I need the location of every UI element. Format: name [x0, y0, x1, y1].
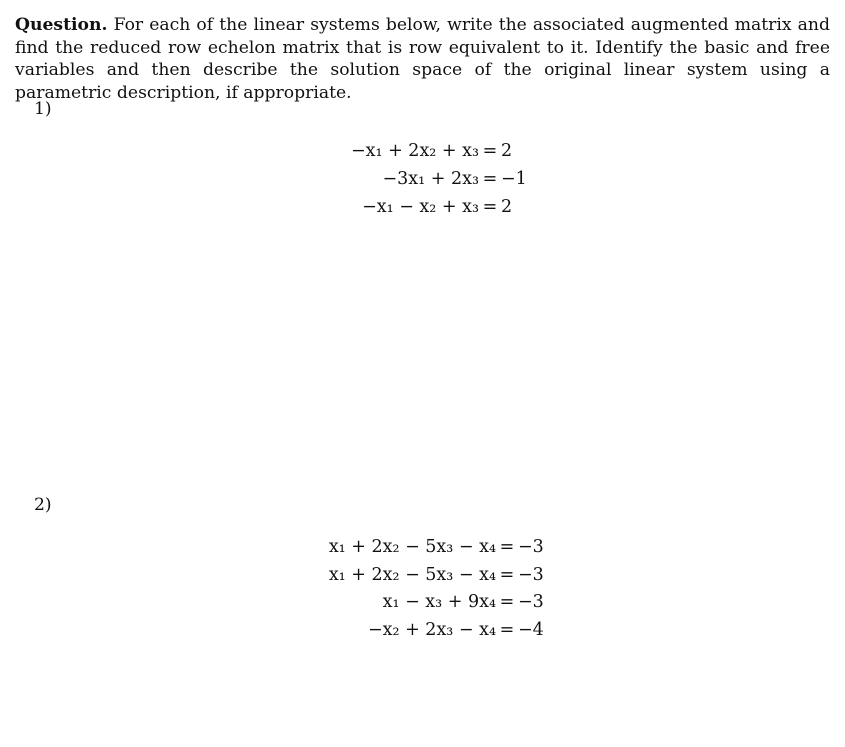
equation-rhs: 2	[501, 197, 513, 217]
equation-lhs: −x₁ − x₂ + x₃	[362, 197, 479, 217]
equation-rhs: −3	[518, 537, 544, 557]
equation-rhs: −1	[501, 169, 527, 189]
equation-lhs: −3x₁ + 2x₃	[382, 169, 479, 189]
problem-number-1: 1)	[34, 99, 52, 119]
equals-sign: =	[482, 197, 498, 217]
equals-sign: =	[499, 537, 515, 557]
equation-lhs: −x₁ + 2x₂ + x₃	[350, 141, 479, 161]
equation-rhs: 2	[501, 141, 513, 161]
equals-sign: =	[482, 141, 498, 161]
equals-sign: =	[482, 169, 498, 189]
equals-sign: =	[499, 592, 515, 612]
question-text: For each of the linear systems below, write the associated augmented matrix and find the reduced row echelon matrix that is row equivalent to it. Identify the basic and free variables and then describe the solution space of the original linear system using a parametric description, if appropriate.	[15, 15, 830, 103]
problem-number-2: 2)	[34, 495, 52, 515]
question-label: Question.	[15, 15, 108, 35]
question-paragraph	[15, 14, 830, 104]
equation-rhs: −4	[518, 620, 544, 640]
equation-lhs: x₁ + 2x₂ − 5x₃ − x₄	[328, 537, 496, 557]
equals-sign: =	[499, 565, 515, 585]
equation-rhs: −3	[518, 592, 544, 612]
equals-sign: =	[499, 620, 515, 640]
equation-lhs: x₁ − x₃ + 9x₄	[382, 592, 496, 612]
equation-lhs: x₁ + 2x₂ − 5x₃ − x₄	[328, 565, 496, 585]
equation-lhs: −x₂ + 2x₃ − x₄	[367, 620, 496, 640]
equation-rhs: −3	[518, 565, 544, 585]
